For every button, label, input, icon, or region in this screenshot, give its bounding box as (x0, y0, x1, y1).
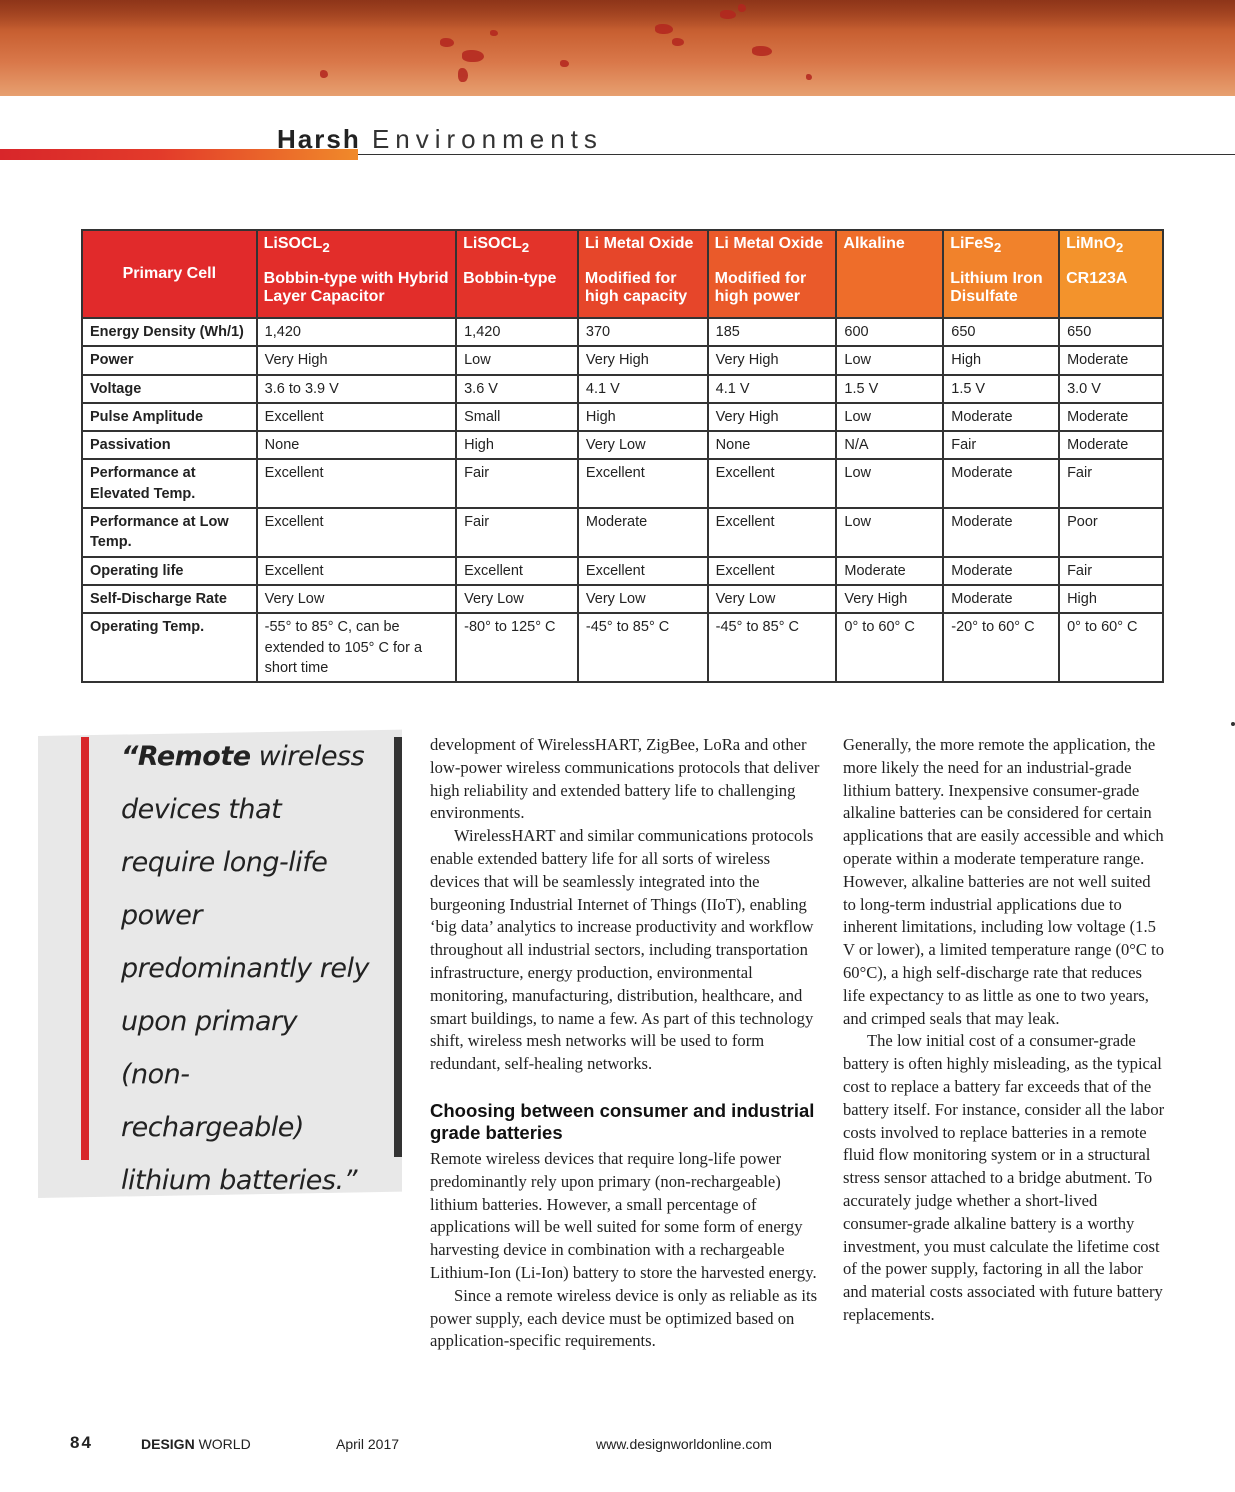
table-cell: Moderate (1059, 431, 1163, 459)
table-cell: Small (456, 403, 578, 431)
table-cell: High (943, 346, 1059, 374)
table-cell: 1.5 V (836, 375, 943, 403)
table-cell: Moderate (1059, 403, 1163, 431)
table-cell: Excellent (708, 459, 837, 508)
row-label: Voltage (82, 375, 257, 403)
column-header: LiMnO$_2$ CR123A (1059, 230, 1163, 318)
table-cell: Very Low (578, 585, 708, 613)
row-label: Operating life (82, 557, 257, 585)
pull-quote-body: wireless devices that require long-life power predominantly rely upon primary (non-rechargeable) lithium batteries.” (121, 741, 369, 1196)
column-header: LiFeS$_2$ Lithium Iron Disulfate (943, 230, 1059, 318)
table-header-row (82, 230, 1163, 318)
table-cell: Fair (1059, 459, 1163, 508)
paragraph: Remote wireless devices that require long-life power predominantly rely upon primary (non-rechargeable) lithium batteries. However, a small percentage of applications will be well suited for some form of energy harvesting device in combination with a rechargeable Lithium-Ion (Li-Ion) battery to store the harvested energy. (430, 1148, 817, 1282)
table-cell: Moderate (943, 508, 1059, 557)
magazine-name: DESIGN WORLD (141, 1436, 251, 1452)
table-cell: High (456, 431, 578, 459)
table-corner-header: Primary Cell (82, 230, 257, 318)
table-cell: 1,420 (456, 318, 578, 346)
section-title (277, 124, 603, 155)
table-cell: Very Low (257, 585, 456, 613)
row-label: Power (82, 346, 257, 374)
table-cell: Excellent (708, 557, 837, 585)
row-label: Energy Density (Wh/1) (82, 318, 257, 346)
table-cell: None (257, 431, 456, 459)
table-cell: Fair (456, 508, 578, 557)
table-cell: Poor (1059, 508, 1163, 557)
table-row (82, 459, 1163, 508)
table-row (82, 431, 1163, 459)
table-cell: Moderate (836, 557, 943, 585)
table-cell: Excellent (456, 557, 578, 585)
page-number: 84 (70, 1433, 93, 1452)
table-cell: -55° to 85° C, can be extended to 105° C for a short time (257, 613, 456, 682)
pull-quote (121, 730, 371, 1207)
table-row (82, 585, 1163, 613)
table-cell: Very High (257, 346, 456, 374)
table-cell: -80° to 125° C (456, 613, 578, 682)
battery-comparison-table (81, 229, 1164, 683)
section-title-bold: Harsh (277, 124, 361, 154)
table-cell: Excellent (257, 508, 456, 557)
table-cell: 185 (708, 318, 837, 346)
table-cell: Fair (943, 431, 1059, 459)
table-row (82, 318, 1163, 346)
table-cell: Low (836, 459, 943, 508)
table-cell: Excellent (257, 557, 456, 585)
table-cell: 650 (943, 318, 1059, 346)
column-header: LiSOCL$_2$ Bobbin-type (456, 230, 578, 318)
table-cell: 1,420 (257, 318, 456, 346)
table-cell: Very Low (578, 431, 708, 459)
table-row (82, 613, 1163, 682)
pull-quote-dark-rule (394, 737, 402, 1157)
pull-quote-lead: “Remote (121, 741, 251, 772)
table-cell: Moderate (943, 585, 1059, 613)
table-row (82, 346, 1163, 374)
table-cell: 0° to 60° C (1059, 613, 1163, 682)
table-cell: Moderate (1059, 346, 1163, 374)
row-label: Passivation (82, 431, 257, 459)
table-cell: Excellent (257, 403, 456, 431)
table-row (82, 403, 1163, 431)
edge-mark (1231, 722, 1235, 726)
table-cell: Fair (456, 459, 578, 508)
column-header: Li Metal Oxide Modified for high power (708, 230, 837, 318)
table-cell: Moderate (943, 459, 1059, 508)
paragraph: The low initial cost of a consumer-grade battery is often highly misleading, as the typical cost to replace a battery far exceeds that of the battery itself. For instance, consider all the labor costs involved to replace batteries in a remote fluid flow monitoring system or in a structural stress sensor attached to a bridge abutment. To accurately judge whether a short-lived consumer-grade alkaline battery is a worthy investment, you must calculate the lifetime cost of the power supply, factoring in all the labor and material costs associated with future battery replacements. (843, 1031, 1165, 1324)
pull-quote-red-rule (81, 737, 89, 1160)
paragraph: Generally, the more remote the application, the more likely the need for an industrial-grade lithium battery. Inexpensive consumer-grade alkaline batteries can be considered for certain applications that are easily accessible and which operate within a moderate temperature range. However, alkaline batteries are not well suited to long-term industrial applications due to inherent limitations, including low voltage (1.5 V or lower), a limited temperature range (0°C to 60°C), a high self-discharge rate that reduces life expectancy to as little as one to two years, and crimped seals that may leak. (843, 735, 1165, 1028)
paragraph: WirelessHART and similar communications protocols enable extended battery life for all sorts of wireless devices that will be seamlessly integrated into the burgeoning Industrial Internet of Things (IIoT), enabling ‘big data’ analytics to increase productivity and workflow throughout all industrial sectors, including transportation infrastructure, energy production, environmental monitoring, manufacturing, distribution, healthcare, and smart buildings, to name a few. As part of this technology shift, wireless mesh networks will be used to form redundant, self-healing networks. (430, 826, 814, 1074)
website-url: www.designworldonline.com (596, 1436, 772, 1452)
table-cell: Moderate (943, 403, 1059, 431)
table-cell: Excellent (578, 459, 708, 508)
article-column-2 (843, 734, 1165, 1327)
table-cell: Fair (1059, 557, 1163, 585)
paragraph: development of WirelessHART, ZigBee, LoRa and other low-power wireless communications protocols that deliver high reliability and extended battery life to challenging environments. (430, 735, 820, 823)
table-cell: Excellent (578, 557, 708, 585)
table-cell: N/A (836, 431, 943, 459)
row-label: Performance at Elevated Temp. (82, 459, 257, 508)
column-header: LiSOCL$_2$ Bobbin-type with Hybrid Layer Capacitor (257, 230, 456, 318)
table-cell: Excellent (257, 459, 456, 508)
row-label: Operating Temp. (82, 613, 257, 682)
table-cell: Low (836, 346, 943, 374)
table-cell: 4.1 V (708, 375, 837, 403)
table-row (82, 508, 1163, 557)
table-cell: Very High (836, 585, 943, 613)
table-cell: -20° to 60° C (943, 613, 1059, 682)
table-cell: 600 (836, 318, 943, 346)
table-cell: Low (836, 508, 943, 557)
issue-date: April 2017 (336, 1436, 400, 1452)
table-cell: 3.6 to 3.9 V (257, 375, 456, 403)
table-cell: 650 (1059, 318, 1163, 346)
table-row (82, 375, 1163, 403)
column-header: Li Metal Oxide Modified for high capacity (578, 230, 708, 318)
column-header: Alkaline (836, 230, 943, 318)
row-label: Pulse Amplitude (82, 403, 257, 431)
row-label: Self-Discharge Rate (82, 585, 257, 613)
table-cell: 3.6 V (456, 375, 578, 403)
table-cell: None (708, 431, 837, 459)
table-cell: Moderate (943, 557, 1059, 585)
paragraph: Since a remote wireless device is only as reliable as its power supply, each device must be optimized based on application-specific requirements. (430, 1285, 818, 1351)
table-cell: 3.0 V (1059, 375, 1163, 403)
table-cell: 1.5 V (943, 375, 1059, 403)
table-cell: Very High (708, 346, 837, 374)
table-cell: Excellent (708, 508, 837, 557)
subheading: Choosing between consumer and industrial grade batteries (430, 1099, 815, 1143)
table-cell: High (578, 403, 708, 431)
section-title-light: Environments (371, 124, 603, 154)
table-cell: Very Low (708, 585, 837, 613)
table-cell: Very High (578, 346, 708, 374)
table-cell: -45° to 85° C (578, 613, 708, 682)
table-cell: -45° to 85° C (708, 613, 837, 682)
article-column-1 (430, 734, 820, 1353)
table-row (82, 557, 1163, 585)
row-label: Performance at Low Temp. (82, 508, 257, 557)
table-cell: Low (836, 403, 943, 431)
table-cell: Very Low (456, 585, 578, 613)
table-cell: Low (456, 346, 578, 374)
table-cell: High (1059, 585, 1163, 613)
header-banner-image (0, 0, 1235, 96)
table-cell: 370 (578, 318, 708, 346)
table-cell: 0° to 60° C (836, 613, 943, 682)
table-cell: 4.1 V (578, 375, 708, 403)
table-cell: Very High (708, 403, 837, 431)
table-cell: Moderate (578, 508, 708, 557)
